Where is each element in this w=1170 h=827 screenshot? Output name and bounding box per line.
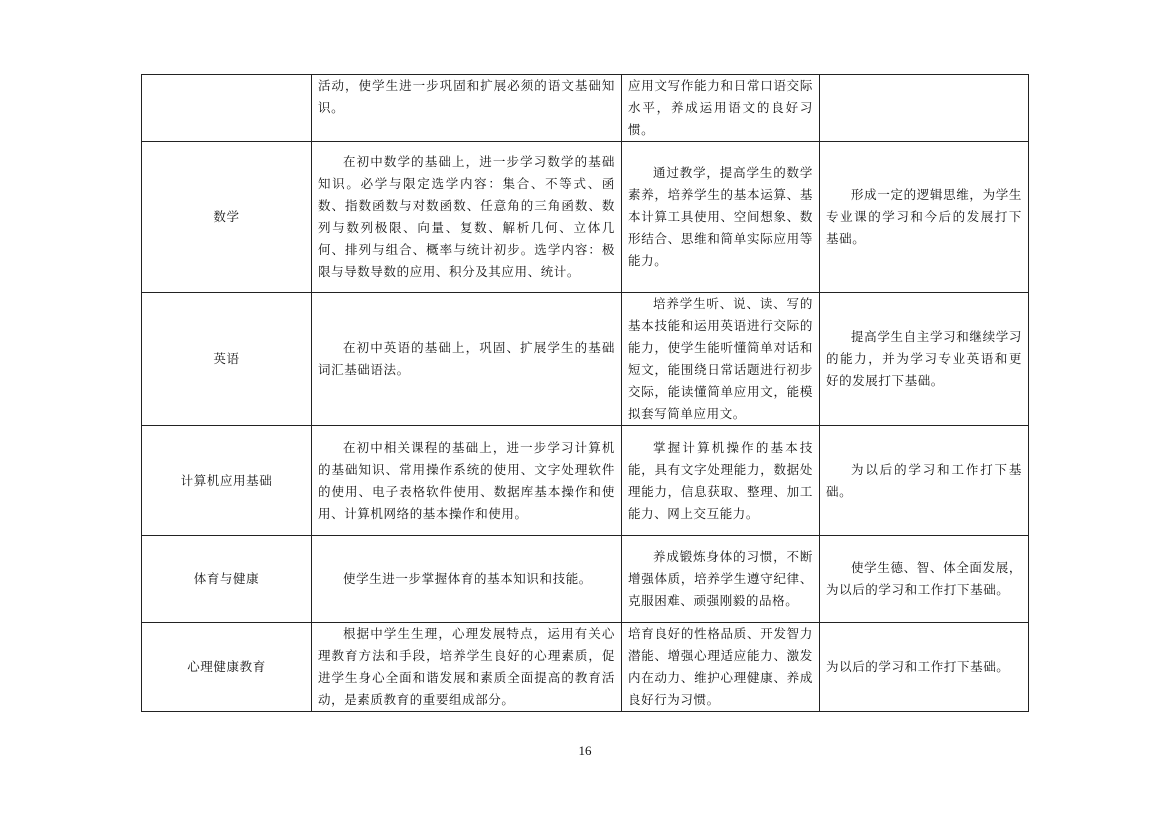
content-cell: 活动，使学生进一步巩固和扩展必须的语文基础知识。 xyxy=(312,75,622,142)
table-row xyxy=(142,536,1029,623)
table-row xyxy=(142,293,1029,426)
content-cell: 在初中相关课程的基础上，进一步学习计算机的基础知识、常用操作系统的使用、文字处理软件的使用、电子表格软件使用、数据库基本操作和使用、计算机网络的基本操作和使用。 xyxy=(312,426,622,536)
ability-cell: 养成锻炼身体的习惯，不断增强体质，培养学生遵守纪律、克服困难、顽强刚毅的品格。 xyxy=(622,536,820,623)
ability-cell: 培养学生听、说、读、写的基本技能和运用英语进行交际的能力，使学生能听懂简单对话和短文，能围绕日常话题进行初步交际，能读懂简单应用文，能模拟套写简单应用文。 xyxy=(622,293,820,426)
goal-cell: 为以后的学习和工作打下基础。 xyxy=(820,623,1029,712)
ability-cell: 通过教学，提高学生的数学素养，培养学生的基本运算、基本计算工具使用、空间想象、数形结合、思维和简单实际应用等能力。 xyxy=(622,142,820,293)
goal-cell: 提高学生自主学习和继续学习的能力，并为学习专业英语和更好的发展打下基础。 xyxy=(820,293,1029,426)
content-cell: 使学生进一步掌握体育的基本知识和技能。 xyxy=(312,536,622,623)
goal-cell: 形成一定的逻辑思维，为学生专业课的学习和今后的发展打下基础。 xyxy=(820,142,1029,293)
goal-cell: 使学生德、智、体全面发展，为以后的学习和工作打下基础。 xyxy=(820,536,1029,623)
subject-cell: 英语 xyxy=(142,293,312,426)
ability-cell: 掌握计算机操作的基本技能，具有文字处理能力，数据处理能力，信息获取、整理、加工能力、网上交互能力。 xyxy=(622,426,820,536)
content-cell: 在初中英语的基础上，巩固、扩展学生的基础词汇基础语法。 xyxy=(312,293,622,426)
curriculum-table xyxy=(141,74,1029,712)
page-number: 16 xyxy=(578,743,592,758)
subject-cell xyxy=(142,75,312,142)
content-cell: 在初中数学的基础上，进一步学习数学的基础知识。必学与限定选学内容：集合、不等式、函数、指数函数与对数函数、任意角的三角函数、数列与数列极限、向量、复数、解析几何、立体几何、排列与组合、概率与统计初步。选学内容：极限与导数导数的应用、积分及其应用、统计。 xyxy=(312,142,622,293)
ability-cell: 培育良好的性格品质、开发智力潜能、增强心理适应能力、激发内在动力、维护心理健康、养成良好行为习惯。 xyxy=(622,623,820,712)
subject-cell: 计算机应用基础 xyxy=(142,426,312,536)
table-row xyxy=(142,75,1029,142)
goal-cell: 为以后的学习和工作打下基础。 xyxy=(820,426,1029,536)
table-row xyxy=(142,426,1029,536)
table-row xyxy=(142,623,1029,712)
subject-cell: 体育与健康 xyxy=(142,536,312,623)
content-cell: 根据中学生生理，心理发展特点，运用有关心理教育方法和手段，培养学生良好的心理素质，促进学生身心全面和谐发展和素质全面提高的教育活动，是素质教育的重要组成部分。 xyxy=(312,623,622,712)
subject-cell: 心理健康教育 xyxy=(142,623,312,712)
goal-cell xyxy=(820,75,1029,142)
subject-cell: 数学 xyxy=(142,142,312,293)
ability-cell: 应用文写作能力和日常口语交际水平，养成运用语文的良好习惯。 xyxy=(622,75,820,142)
table-row xyxy=(142,142,1029,293)
